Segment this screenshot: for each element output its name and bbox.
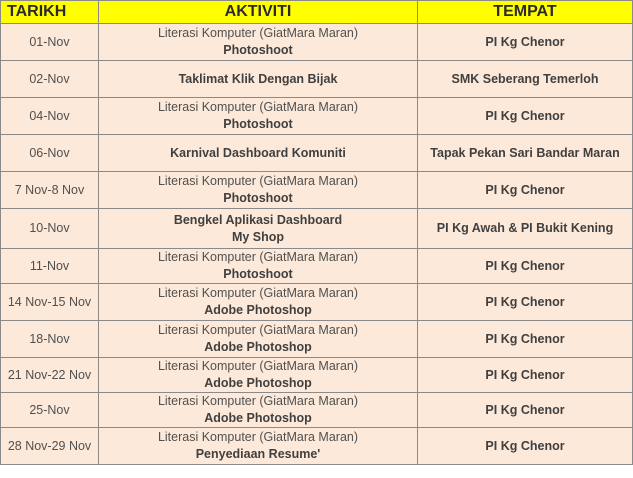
table-row bbox=[1, 172, 633, 209]
activity-cell bbox=[99, 358, 418, 393]
table-row bbox=[1, 321, 633, 358]
date-cell: 28 Nov-29 Nov bbox=[1, 428, 99, 465]
table-row bbox=[1, 249, 633, 284]
activity-line-2: Photoshoot bbox=[223, 43, 293, 57]
activity-cell bbox=[99, 98, 418, 135]
activity-line-1: Literasi Komputer (GiatMara Maran) bbox=[157, 26, 359, 40]
activity-cell bbox=[99, 61, 418, 98]
location-cell: PI Kg Chenor bbox=[418, 98, 633, 135]
activity-line-1: Literasi Komputer (GiatMara Maran) bbox=[157, 323, 359, 337]
activity-cell bbox=[99, 135, 418, 172]
table-row bbox=[1, 393, 633, 428]
table-row bbox=[1, 209, 633, 249]
activity-line-2: Adobe Photoshop bbox=[204, 411, 312, 425]
activity-line-2: Photoshoot bbox=[223, 117, 293, 131]
header-date: TARIKH bbox=[1, 1, 99, 24]
activity-cell bbox=[99, 321, 418, 358]
activity-line-2: Karnival Dashboard Komuniti bbox=[170, 145, 346, 160]
date-cell: 25-Nov bbox=[1, 393, 99, 428]
date-cell: 04-Nov bbox=[1, 98, 99, 135]
table-row bbox=[1, 24, 633, 61]
location-cell: PI Kg Awah & PI Bukit Kening bbox=[418, 209, 633, 249]
activity-cell bbox=[99, 209, 418, 249]
activity-line-2: Photoshoot bbox=[223, 191, 293, 205]
activity-line-2: Adobe Photoshop bbox=[204, 340, 312, 354]
activity-cell bbox=[99, 428, 418, 465]
date-cell: 18-Nov bbox=[1, 321, 99, 358]
location-cell: PI Kg Chenor bbox=[418, 249, 633, 284]
table-row bbox=[1, 61, 633, 98]
activity-cell bbox=[99, 172, 418, 209]
activity-line-1: Literasi Komputer (GiatMara Maran) bbox=[157, 286, 359, 300]
activity-cell bbox=[99, 393, 418, 428]
date-cell: 10-Nov bbox=[1, 209, 99, 249]
activity-line-1: Bengkel Aplikasi Dashboard bbox=[173, 212, 343, 227]
date-cell: 7 Nov-8 Nov bbox=[1, 172, 99, 209]
date-cell: 06-Nov bbox=[1, 135, 99, 172]
location-cell: PI Kg Chenor bbox=[418, 284, 633, 321]
location-cell: PI Kg Chenor bbox=[418, 358, 633, 393]
activity-line-1: Literasi Komputer (GiatMara Maran) bbox=[157, 359, 359, 373]
activity-line-2: Penyediaan Resume' bbox=[195, 447, 321, 461]
schedule-body bbox=[1, 24, 633, 465]
date-cell: 01-Nov bbox=[1, 24, 99, 61]
date-cell: 21 Nov-22 Nov bbox=[1, 358, 99, 393]
activity-line-1: Literasi Komputer (GiatMara Maran) bbox=[157, 430, 359, 444]
location-cell: PI Kg Chenor bbox=[418, 393, 633, 428]
activity-cell bbox=[99, 24, 418, 61]
table-row bbox=[1, 135, 633, 172]
date-cell: 02-Nov bbox=[1, 61, 99, 98]
header-row bbox=[1, 1, 633, 24]
activity-line-2: My Shop bbox=[231, 229, 285, 244]
table-row bbox=[1, 358, 633, 393]
activity-line-1: Literasi Komputer (GiatMara Maran) bbox=[157, 100, 359, 114]
activity-cell bbox=[99, 284, 418, 321]
activity-cell bbox=[99, 249, 418, 284]
location-cell: SMK Seberang Temerloh bbox=[418, 61, 633, 98]
activity-line-1: Literasi Komputer (GiatMara Maran) bbox=[157, 174, 359, 188]
header-location: TEMPAT bbox=[418, 1, 633, 24]
activity-line-2: Adobe Photoshop bbox=[204, 303, 312, 317]
table-row bbox=[1, 428, 633, 465]
activity-line-1: Literasi Komputer (GiatMara Maran) bbox=[157, 250, 359, 264]
location-cell: PI Kg Chenor bbox=[418, 172, 633, 209]
activity-line-2: Photoshoot bbox=[223, 267, 293, 281]
location-cell: PI Kg Chenor bbox=[418, 428, 633, 465]
activity-line-1: Literasi Komputer (GiatMara Maran) bbox=[157, 394, 359, 408]
header-activity: AKTIVITI bbox=[99, 1, 418, 24]
location-cell: Tapak Pekan Sari Bandar Maran bbox=[418, 135, 633, 172]
activity-line-2: Taklimat Klik Dengan Bijak bbox=[178, 71, 338, 86]
location-cell: PI Kg Chenor bbox=[418, 24, 633, 61]
location-cell: PI Kg Chenor bbox=[418, 321, 633, 358]
activity-line-2: Adobe Photoshop bbox=[204, 376, 312, 390]
date-cell: 14 Nov-15 Nov bbox=[1, 284, 99, 321]
table-row bbox=[1, 98, 633, 135]
date-cell: 11-Nov bbox=[1, 249, 99, 284]
table-row bbox=[1, 284, 633, 321]
